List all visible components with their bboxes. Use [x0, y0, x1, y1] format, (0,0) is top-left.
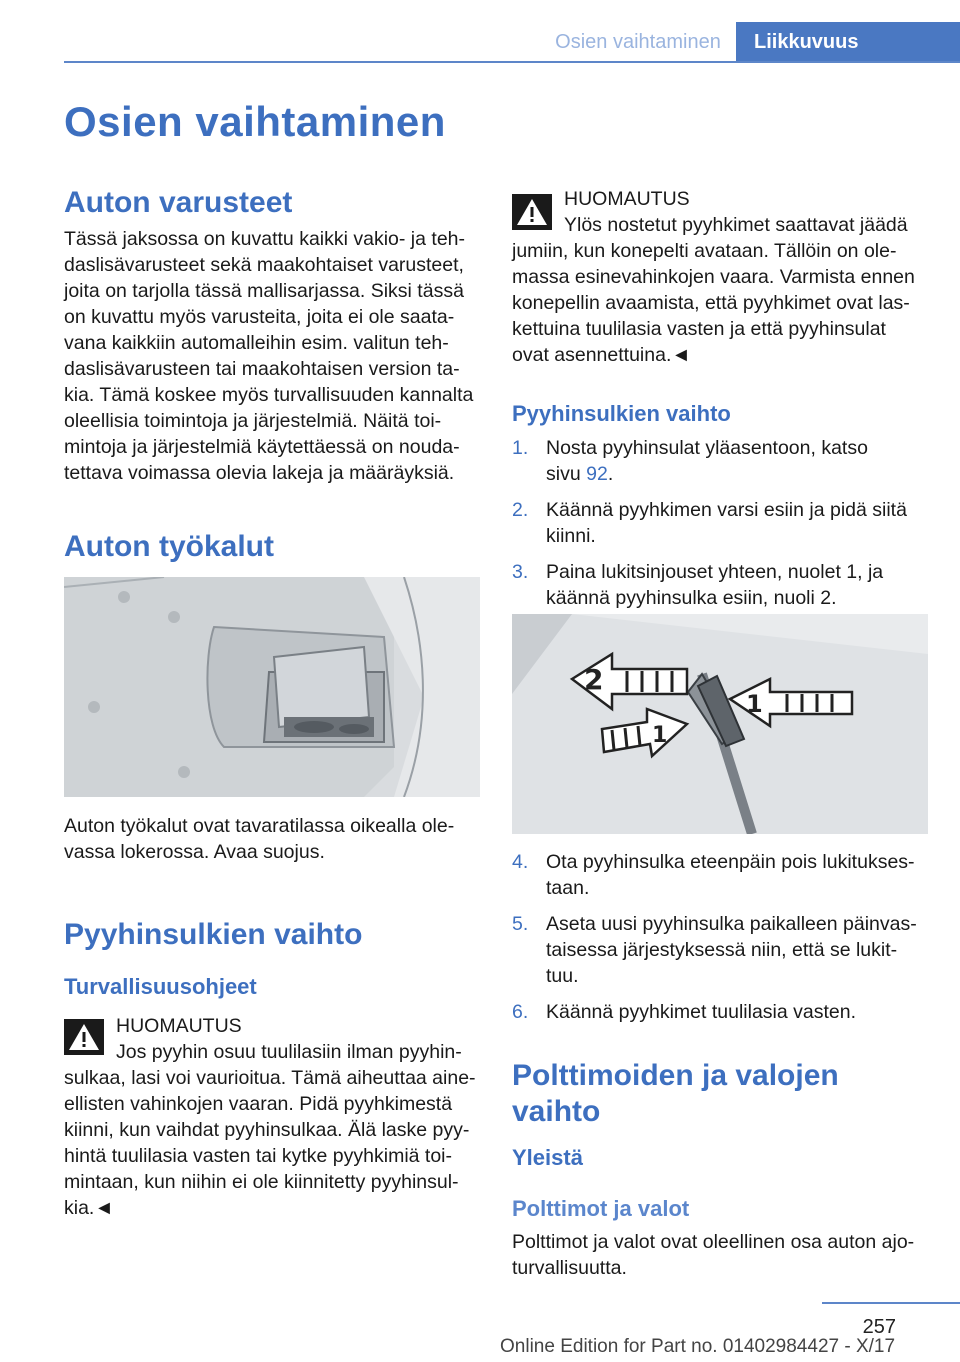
- step-text: sivu: [546, 463, 587, 485]
- lamps-heading-line: vaihto: [512, 1095, 601, 1128]
- text-line: kettuina tuulilasia vasten ja että pyyhinsulat: [512, 318, 886, 340]
- equipment-heading: Auton varusteet: [64, 186, 293, 219]
- arrow-label: 1: [652, 723, 668, 748]
- list-item: [512, 849, 928, 901]
- steps-list-a: [512, 435, 928, 621]
- wiper-illustration: [512, 614, 928, 834]
- header-chapter-tab[interactable]: Liikkuvuus: [736, 22, 960, 62]
- header-section-title: Osien vaihtaminen: [555, 31, 721, 53]
- trunk-compartment-image: [64, 577, 480, 797]
- list-item: [512, 435, 928, 487]
- step-text: .: [607, 463, 614, 485]
- text-line: mintoja ja järjestelmiä käytettäessä on nouda‐: [64, 436, 460, 458]
- procedure-heading: Pyyhinsulkien vaihto: [512, 401, 731, 426]
- step-text: taan.: [546, 877, 590, 899]
- page-title: Osien vaihtaminen: [64, 98, 446, 145]
- text-line: kiinni, kun vaihdat pyyhinsulkaa. Älä laske pyy‐: [64, 1119, 470, 1141]
- step-number: 3.: [512, 561, 529, 583]
- text-line: hintä tuulilasia vasten tai kytke pyyhkimiä toi‐: [64, 1145, 453, 1167]
- header-rule: [64, 61, 960, 63]
- text-line: daslisävarusteet sekä maakohtaiset varusteet,: [64, 254, 464, 276]
- step-text: taisessa järjestyksessä niin, että se lukit‐: [546, 939, 898, 961]
- wiper-heading: Pyyhinsulkien vaihto: [64, 918, 363, 951]
- text-line: mintaan, kun niihin ei ole kiinnitetty pyyhinsul‐: [64, 1171, 459, 1193]
- equipment-section: [64, 186, 480, 486]
- text-line: ellisten vahinkojen vaaran. Pidä pyyhkimestä: [64, 1093, 453, 1115]
- step-text: käännä pyyhinsulka esiin, nuoli 2.: [546, 587, 837, 609]
- step-number: 2.: [512, 499, 529, 521]
- lamps-subheading: Polttimot ja valot: [512, 1196, 690, 1221]
- text-line: Jos pyyhin osuu tuulilasiin ilman pyyhin‐: [116, 1041, 462, 1063]
- step-text: Paina lukitsinjouset yhteen, nuolet 1, ja: [546, 561, 884, 583]
- step-text: Käännä pyyhkimet tuulilasia vasten.: [546, 1001, 857, 1023]
- text-line: oleellisia toimintoja ja järjestelmiä. Näitä toi‐: [64, 410, 442, 432]
- text-line: sulkaa, lasi voi vaurioitua. Tämä aiheuttaa aine‐: [64, 1067, 476, 1089]
- warning-triangle-icon: [64, 1019, 104, 1055]
- footer-rule: [822, 1302, 960, 1304]
- step-text: kiinni.: [546, 525, 596, 547]
- warning-title: HUOMAUTUS: [116, 1015, 242, 1037]
- text-line: Auton työkalut ovat tavaratilassa oikealla ole‐: [64, 815, 455, 837]
- safety-subheading: Turvallisuusohjeet: [64, 974, 257, 999]
- lamps-heading-line: Polttimoiden ja valojen: [512, 1059, 839, 1092]
- text-line: Tässä jaksossa on kuvattu kaikki vakio- ja teh‐: [64, 228, 466, 250]
- arrow-label: 1: [746, 690, 763, 718]
- step-text: tuu.: [546, 965, 579, 987]
- step-text: Ota pyyhinsulka eteenpäin pois lukitukses‐: [546, 851, 915, 873]
- list-item: [512, 999, 928, 1025]
- text-line: tettava voimassa olevia lakeja ja määräyksiä.: [64, 462, 455, 484]
- text-line: vana kaikkiin automalleihin esim. valitun teh‐: [64, 332, 449, 354]
- text-line: kia.◄: [64, 1197, 114, 1219]
- warning-title: HUOMAUTUS: [564, 188, 690, 210]
- general-heading: Yleistä: [512, 1145, 583, 1170]
- text-line: Ylös nostetut pyyhkimet saattavat jäädä: [564, 214, 908, 236]
- list-item: [512, 559, 928, 611]
- text-line: jumiin, kun konepelti avataan. Tällöin on ole‐: [512, 240, 897, 262]
- steps-list-b: [512, 849, 928, 1035]
- step-number: 5.: [512, 913, 529, 935]
- text-line: Polttimot ja valot ovat oleellinen osa auton ajo‐: [512, 1231, 915, 1253]
- text-line: daslisävarusteen tai maakohtaisen version ta‐: [64, 358, 460, 380]
- text-line: turvallisuutta.: [512, 1257, 627, 1279]
- step-number: 6.: [512, 1001, 529, 1023]
- tools-paragraph: [64, 813, 480, 865]
- warning-box-left: [64, 1013, 480, 1221]
- text-line: on kuvattu myös varusteita, joita ei ole saata‐: [64, 306, 455, 328]
- warning-triangle-icon: [512, 194, 552, 230]
- text-line: kia. Tämä koskee myös turvallisuuden kannalta: [64, 384, 474, 406]
- text-line: vassa lokerossa. Avaa suojus.: [64, 841, 325, 863]
- page-number: 257: [862, 1316, 896, 1338]
- lamps-heading: [512, 1058, 928, 1130]
- text-line: massa esinevahinkojen vaara. Varmista ennen: [512, 266, 915, 288]
- lamps-paragraph: [512, 1229, 928, 1281]
- tools-heading: Auton työkalut: [64, 530, 274, 563]
- text-line: joita on tarjolla tässä mallisarjassa. Siksi tässä: [64, 280, 464, 302]
- wiper-blade-image: [512, 614, 928, 834]
- arrow-label: 2: [584, 663, 604, 696]
- warning-box-right: [512, 186, 928, 368]
- edition-note: Online Edition for Part no. 01402984427 - X/17: [500, 1336, 896, 1357]
- step-number: 4.: [512, 851, 529, 873]
- list-item: [512, 911, 928, 989]
- equipment-paragraph: [64, 226, 480, 486]
- step-number: 1.: [512, 437, 529, 459]
- step-text: Käännä pyyhkimen varsi esiin ja pidä siitä: [546, 499, 907, 521]
- page-ref-link[interactable]: 92: [586, 463, 608, 485]
- step-text-cont: [546, 461, 928, 487]
- list-item: [512, 497, 928, 549]
- step-text: Nosta pyyhinsulat yläasentoon, katso: [546, 437, 868, 459]
- text-line: konepellin avaamista, että pyyhkimet ovat las‐: [512, 292, 910, 314]
- trunk-illustration: [64, 577, 480, 797]
- text-line: ovat asennettuina.◄: [512, 344, 691, 366]
- step-text: Aseta uusi pyyhinsulka paikalleen päinvas‐: [546, 913, 917, 935]
